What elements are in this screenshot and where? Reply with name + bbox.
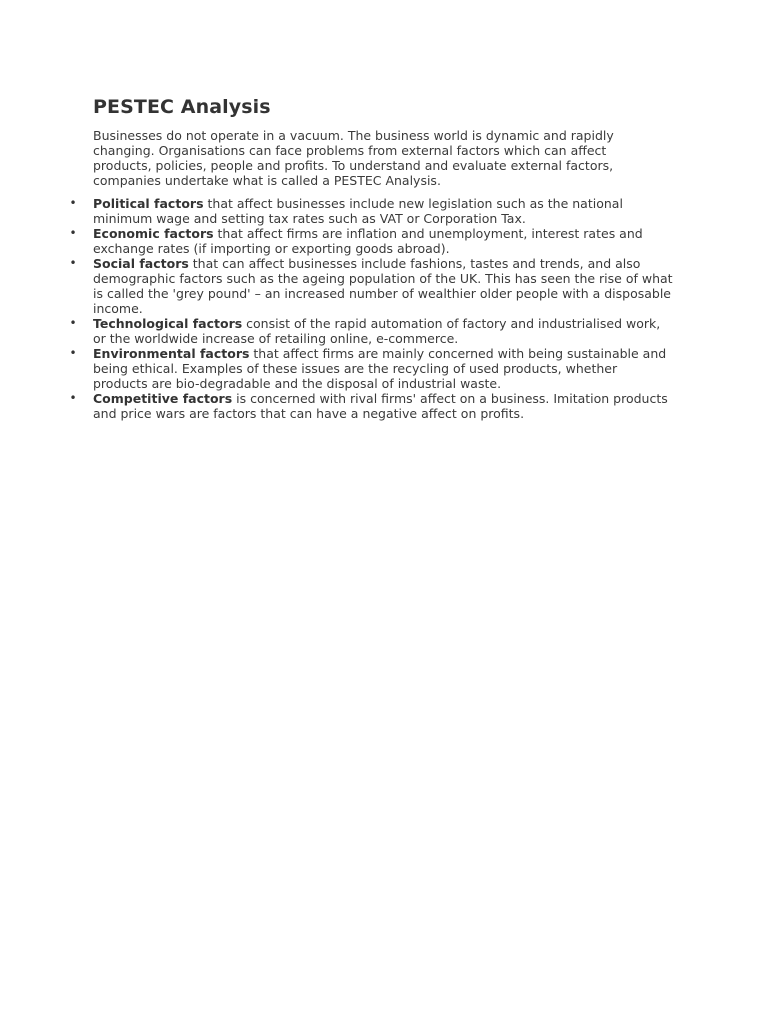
bullet-icon: • (69, 256, 77, 270)
factor-social (0, 256, 673, 316)
factor-text: is concerned with rival firms' affect on a business. Imitation products and price wars are factors that can have a negative affect on profits. (93, 391, 668, 421)
factor-text: consist of the rapid automation of factory and industrialised work, or the worldwide increase of retailing online, e-commerce. (93, 316, 661, 346)
factor-term: Economic factors (93, 226, 214, 241)
factor-text: that can affect businesses include fashions, tastes and trends, and also demographic factors such as the ageing population of the UK. This has seen the rise of what is called the 'grey pound' – an increased number of wealthier older people with a disposable income. (93, 256, 673, 316)
bullet-icon: • (69, 226, 77, 240)
factor-term: Competitive factors (93, 391, 233, 406)
bullet-icon: • (69, 346, 77, 360)
factor-competitive (0, 391, 673, 421)
bullet-icon: • (69, 316, 77, 330)
factor-political (0, 196, 673, 226)
intro-paragraph: Businesses do not operate in a vacuum. The business world is dynamic and rapidly changing. Organisations can face problems from external factors which can affect products, policies, people and profits. To understand and evaluate external factors, companies undertake what is called a PESTEC Analysis. (93, 128, 614, 188)
factor-text: that affect businesses include new legislation such as the national minimum wage and setting tax rates such as VAT or Corporation Tax. (93, 196, 623, 226)
factors-list (0, 196, 768, 421)
factor-term: Political factors (93, 196, 204, 211)
factor-term: Social factors (93, 256, 189, 271)
page-title: PESTEC Analysis (93, 96, 271, 118)
factor-technological (0, 316, 673, 346)
factor-text: that affect firms are inflation and unemployment, interest rates and exchange rates (if importing or exporting goods abroad). (93, 226, 643, 256)
factor-environmental (0, 346, 673, 391)
factor-text: that affect firms are mainly concerned with being sustainable and being ethical. Examples of these issues are the recycling of used products, whether products are bio-degradable and the disposal of industrial waste. (93, 346, 667, 391)
bullet-icon: • (69, 196, 77, 210)
factor-term: Environmental factors (93, 346, 250, 361)
factor-economic (0, 226, 673, 256)
bullet-icon: • (69, 391, 77, 405)
factor-term: Technological factors (93, 316, 243, 331)
